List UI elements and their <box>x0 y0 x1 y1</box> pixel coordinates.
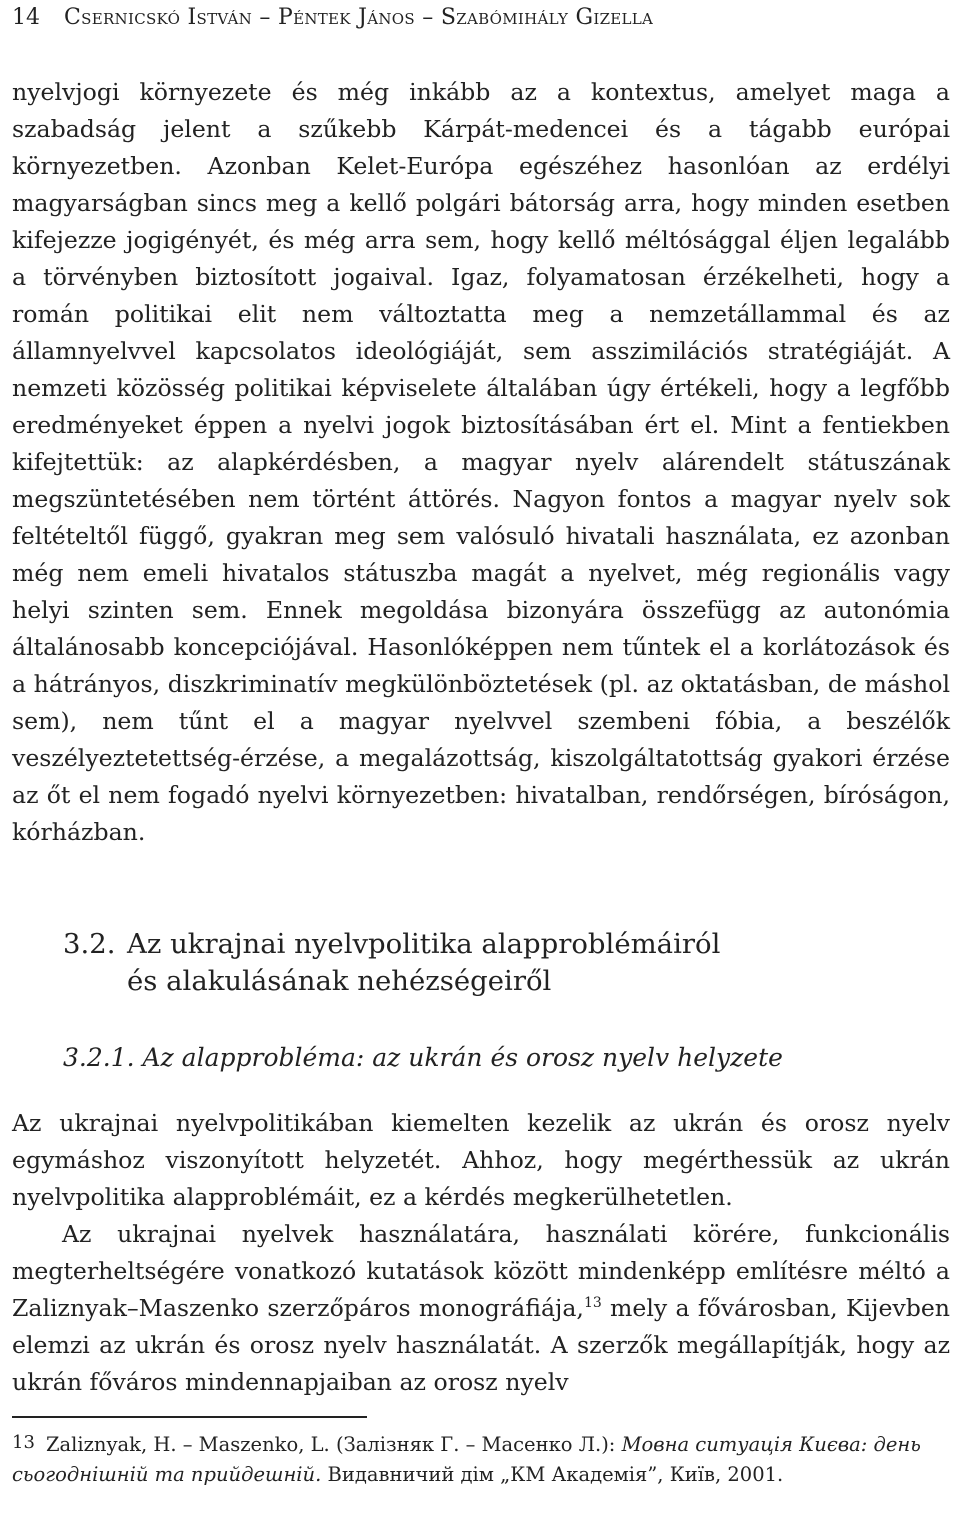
page-number: 14 <box>12 5 40 30</box>
footnote-separator <box>12 1416 367 1418</box>
section-title-line-1: Az ukrajnai nyelvpolitika alapproblémáiról <box>127 928 721 960</box>
body-text-bottom <box>12 1105 950 1401</box>
footnote-title: Мовна ситуація Києва: день сьогоднішній та прийдешній. <box>12 1433 921 1486</box>
section-title-line-2: és alakulásának nehézségeiről <box>127 965 552 997</box>
running-title: Csernicskó István – Péntek János – Szabómihály Gizella <box>64 5 654 30</box>
section-number: 3.2. <box>63 928 116 960</box>
footnote-number: 13 <box>12 1432 35 1453</box>
paragraph-2: Az ukrajnai nyelvpolitikában kiemelten kezelik az ukrán és orosz nyelv egymáshoz viszonyított helyzetét. Ahhoz, hogy megérthessük az ukrán nyelvpolitika alapproblémáit, ez a kérdés megkerülhetetlen. <box>12 1109 950 1211</box>
footnote-reference[interactable]: 13 <box>583 1295 602 1311</box>
paragraph-3-text: Az ukrajnai nyelvek használatára, használati körére, funkcionális megterheltségére vonatkozó kutatások között mindenképp említésre méltó a Zaliznyak–Maszenko szerzőpáros monográfiája, <box>12 1220 950 1322</box>
footnote-publisher: Видавничий дім „КМ Академія”, Київ, 2001. <box>321 1463 784 1486</box>
paragraph-3 <box>12 1216 950 1401</box>
footnote-authors: Zaliznyak, H. – Maszenko, L. (Залізняк Г. – Масенко Л.): <box>46 1433 622 1456</box>
body-text-top <box>12 74 950 851</box>
running-header <box>12 2 948 34</box>
paragraph-1: nyelvjogi környezete és még inkább az a kontextus, amelyet maga a szabadság jelent a szűkebb Kárpát-medencei és a tágabb európai környezetben. Azonban Kelet-Európa egészéhez hasonlóan az erdélyi magyarságban sincs meg a kellő polgári bátorság arra, hogy minden esetben kifejezze jogigényét, és még arra sem, hogy kellő méltósággal éljen legalább a törvényben biztosított jogaival. Igaz, folyamatosan érzékelheti, hogy a román politikai elit nem változtatta meg a nemzetállammal és az államnyelvvel kapcsolatos ideológiáját, sem asszimilációs stratégiáját. A nemzeti közösség politikai képviselete általában úgy értékeli, hogy a legfőbb eredményeket éppen a nyelvi jogok biztosításában ért el. Mint a fentiekben kifejtettük: az alapkérdésben, a magyar nyelv alárendelt státuszának megszüntetésében nem történt áttörés. Nagyon fontos a magyar nyelv sok feltételtől függő, gyakran meg sem valósuló hivatali használata, ez azonban még nem emeli hivatalos státuszba magát a nyelvet, még regionális vagy helyi szinten sem. Ennek megoldása bizonyára összefügg az autonómia általánosabb koncepciójával. Hasonlóképpen nem tűntek el a korlátozások és a hátrányos, diszkriminatív megkülönböztetések (pl. az oktatásban, de máshol sem), nem tűnt el a magyar nyelvvel szembeni fóbia, a beszélők veszélyeztetettség-érzése, a megalázottság, kiszolgáltatottság gyakori érzése az őt el nem fogadó nyelvi környezetben: hivatalban, rendőrségen, bíróságon, kórházban. <box>12 78 950 846</box>
footnote <box>12 1428 950 1490</box>
section-heading <box>63 926 923 1000</box>
subsection-heading: 3.2.1. Az alapprobléma: az ukrán és orosz nyelv helyzete <box>63 1043 783 1072</box>
paragraph-3-continuation: mely a fővárosban, Kijevben elemzi az ukrán és orosz nyelv használatát. A szerzők megállapítják, hogy az ukrán főváros mindennapjaiban az orosz nyelv <box>12 1294 950 1396</box>
